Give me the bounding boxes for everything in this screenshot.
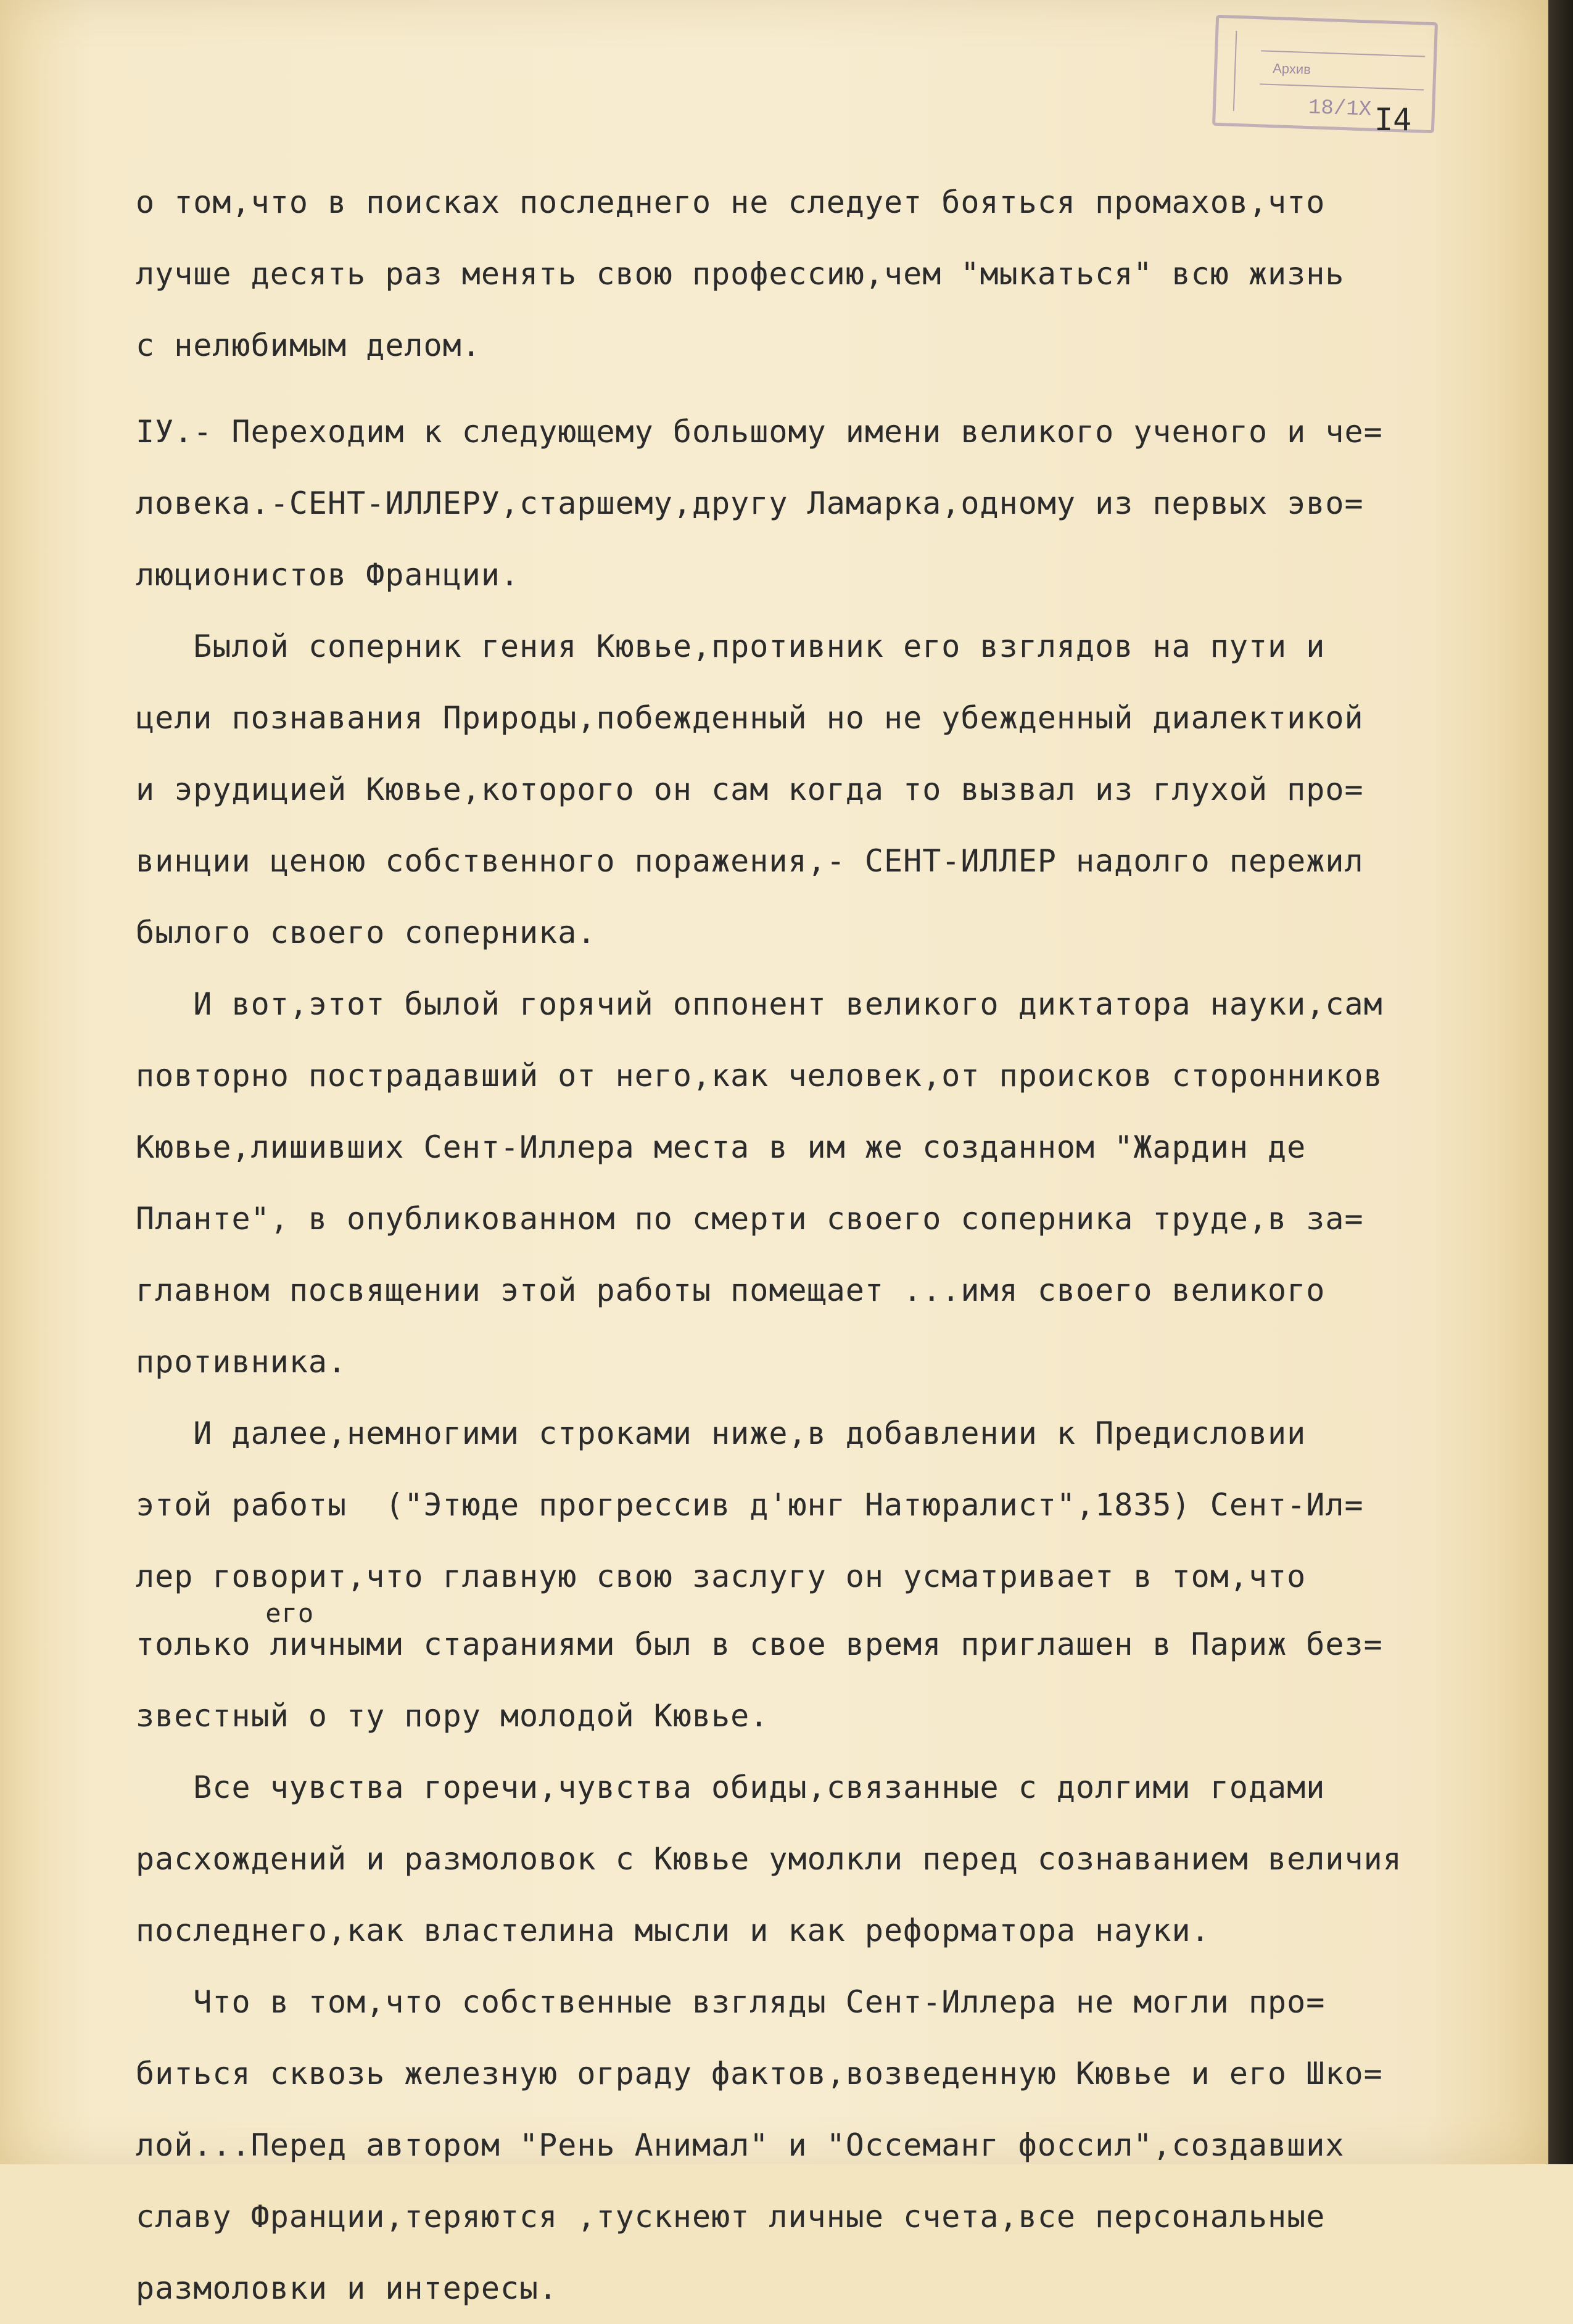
text-line: славу Франции,теряются ,тускнеют личные счета,все персональные bbox=[136, 2199, 1326, 2235]
text-line: И вот,этот былой горячий оппонент великого диктатора науки,сам bbox=[136, 986, 1383, 1022]
text-line: цели познавания Природы,побежденный но не убежденный диалектикой bbox=[136, 700, 1364, 736]
stamp-rule bbox=[1260, 83, 1424, 90]
text-line: Былой соперник гения Кювье,противник его взглядов на пути и bbox=[136, 628, 1326, 664]
text-line: IУ.- Переходим к следующему большому имени великого ученого и че= bbox=[136, 414, 1383, 450]
page-number: I4 bbox=[1374, 102, 1412, 138]
text-line: люционистов Франции. bbox=[136, 557, 520, 593]
text-line: звестный о ту пору молодой Кювье. bbox=[136, 1698, 769, 1734]
text-line: лой...Перед автором "Рень Анимал" и "Оссеманг фоссил",создавших bbox=[136, 2127, 1345, 2163]
stamp-text: Архив bbox=[1272, 60, 1311, 78]
text-line: повторно пострадавший от него,как человек,от происков сторонников bbox=[136, 1058, 1383, 1094]
stamp-border-line bbox=[1233, 31, 1237, 111]
text-line: о том,что в поисках последнего не следует бояться промахов,что bbox=[136, 184, 1326, 220]
stamp-number: 18/1Х bbox=[1308, 96, 1372, 122]
text-line: биться сквозь железную ограду фактов,возведенную Кювье и его Шко= bbox=[136, 2056, 1383, 2091]
text-line: с нелюбимым делом. bbox=[136, 328, 481, 363]
text-line: Все чувства горечи,чувства обиды,связанные с долгими годами bbox=[136, 1770, 1326, 1805]
text-line: былого своего соперника. bbox=[136, 915, 597, 950]
stamp-rule bbox=[1261, 50, 1425, 57]
text-line: Что в том,что собственные взгляды Сент-Иллера не могли про= bbox=[136, 1984, 1326, 2020]
text-line: лер говорит,что главную свою заслугу он усматривает в том,что bbox=[136, 1559, 1307, 1594]
text-line: Кювье,лишивших Сент-Иллера места в им же созданном "Жардин де bbox=[136, 1129, 1307, 1165]
text-line: только личными стараниями был в свое время приглашен в Париж без= bbox=[136, 1626, 1383, 1662]
text-line: последнего,как властелина мысли и как реформатора науки. bbox=[136, 1913, 1210, 1948]
text-line: этой работы ("Этюде прогрессив д'юнг Натюралист",1835) Сент-Ил= bbox=[136, 1487, 1364, 1523]
interlinear-insertion: его bbox=[136, 1598, 315, 1628]
text-line: лучше десять раз менять свою профессию,чем "мыкаться" всю жизнь bbox=[136, 256, 1345, 292]
page-edge-shadow bbox=[1548, 0, 1573, 2164]
text-line: размоловки и интересы. bbox=[136, 2270, 558, 2306]
text-line: винции ценою собственного поражения,- СЕНТ-ИЛЛЕР надолго пережил bbox=[136, 843, 1364, 879]
text-line: ловека.-СЕНТ-ИЛЛЕРУ,старшему,другу Ламарка,одному из первых эво= bbox=[136, 485, 1364, 521]
text-line: противника. bbox=[136, 1344, 347, 1380]
typewritten-text bbox=[136, 167, 1517, 2324]
text-line: Планте", в опубликованном по смерти своего соперника труде,в за= bbox=[136, 1201, 1364, 1237]
text-line: расхождений и размоловок с Кювье умолкли перед сознаванием величия bbox=[136, 1841, 1402, 1877]
blank-line bbox=[136, 381, 1517, 396]
text-line: главном посвящении этой работы помещает ...имя своего великого bbox=[136, 1272, 1326, 1308]
text-line: и эрудицией Кювье,которого он сам когда то вызвал из глухой про= bbox=[136, 772, 1364, 807]
text-line: И далее,немногими строками ниже,в добавлении к Предисловии bbox=[136, 1415, 1307, 1451]
